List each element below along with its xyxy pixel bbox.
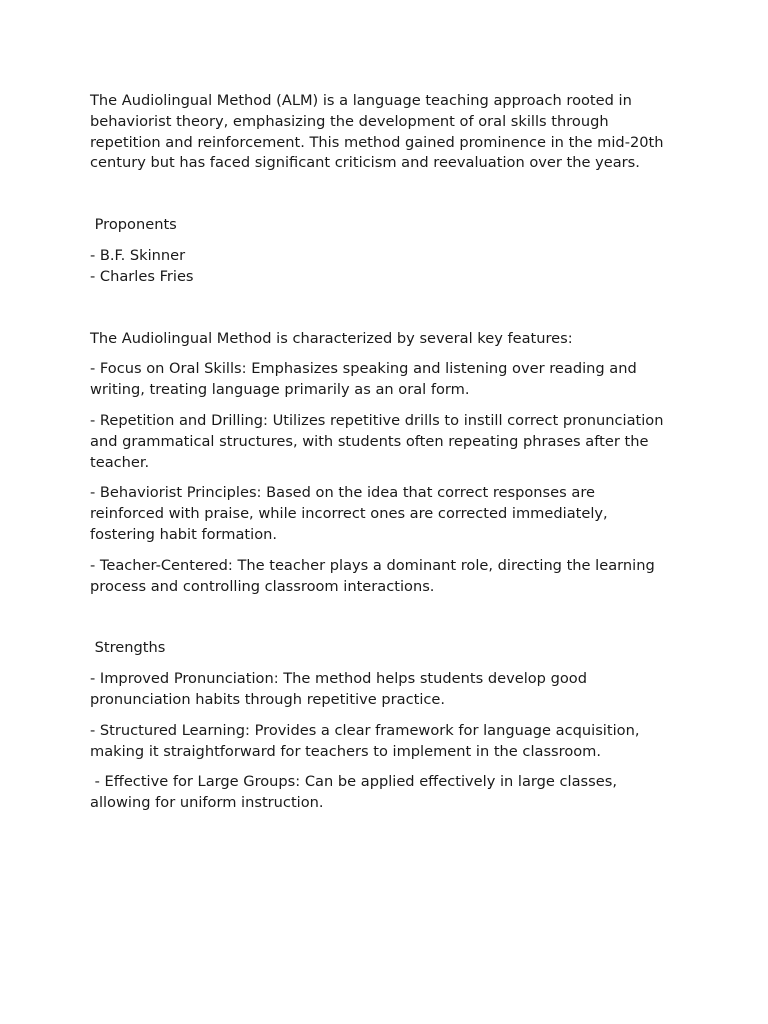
proponent-item: - B.F. Skinner [90, 246, 186, 264]
document-page [90, 91, 670, 824]
feature-item: - Teacher-Centered: The teacher plays a dominant role, directing the learning process and controlling classroom interactions. [90, 556, 660, 595]
features-lead: The Audiolingual Method is characterized by several key features: [90, 329, 573, 347]
strength-item: - Effective for Large Groups: Can be applied effectively in large classes, allowing for uniform instruction. [90, 773, 622, 812]
feature-item: - Repetition and Drilling: Utilizes repetitive drills to instill correct pronunciation and grammatical structures, with students often repeating phrases after the teacher. [90, 411, 669, 471]
feature-item: - Focus on Oral Skills: Emphasizes speaking and listening over reading and writing, treating language primarily as an oral form. [90, 360, 642, 399]
intro-paragraph: The Audiolingual Method (ALM) is a language teaching approach rooted in behaviorist theory, emphasizing the development of oral skills through repetition and reinforcement. This method gained prominence in the mid-20th century but has faced significant criticism and reevaluation over the years. [90, 92, 669, 172]
proponents-heading: Proponents [90, 216, 177, 234]
strength-item: - Structured Learning: Provides a clear framework for language acquisition, making it straightforward for teachers to implement in the classroom. [90, 721, 645, 760]
proponent-item: - Charles Fries [90, 267, 194, 285]
strengths-heading: Strengths [90, 639, 166, 657]
feature-item: - Behaviorist Principles: Based on the idea that correct responses are reinforced with praise, while incorrect ones are corrected immediately, fostering habit formation. [90, 484, 613, 543]
strength-item: - Improved Pronunciation: The method helps students develop good pronunciation habits through repetitive practice. [90, 670, 592, 708]
